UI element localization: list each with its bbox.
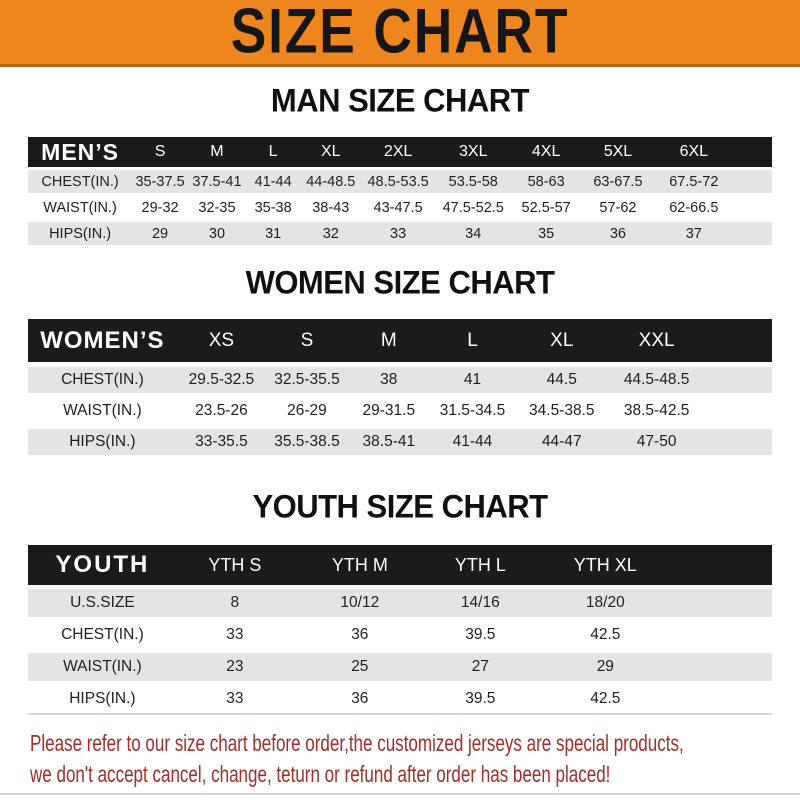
measurement-value: 30 <box>188 219 246 245</box>
size-column-header: S <box>132 137 188 167</box>
measurement-value: 38 <box>348 362 430 393</box>
measurement-row <box>28 617 772 649</box>
table-title-cell: MEN’S <box>28 137 132 167</box>
measurement-value: 35-37.5 <box>132 167 188 193</box>
measurement-value: 52.5-57 <box>512 193 581 219</box>
women-size-section <box>0 263 800 455</box>
size-header-row <box>28 137 772 167</box>
measurement-value: 34 <box>435 219 512 245</box>
measurement-value: 62-66.5 <box>655 193 732 219</box>
measurement-row <box>28 424 772 455</box>
measurement-value: 8 <box>177 585 293 617</box>
row-label: U.S.SIZE <box>28 585 177 617</box>
size-column-header: L <box>430 319 516 362</box>
size-column-header: YTH M <box>293 545 427 585</box>
measurement-row <box>28 219 772 245</box>
size-column-header: L <box>246 137 300 167</box>
row-label: HIPS(IN.) <box>28 219 132 245</box>
measurement-value: 39.5 <box>427 681 534 713</box>
size-column-header: 6XL <box>655 137 732 167</box>
measurement-value: 10/12 <box>293 585 427 617</box>
measurement-value: 38.5-42.5 <box>608 393 705 424</box>
spacer-cell <box>733 219 773 245</box>
spacer-cell <box>733 193 773 219</box>
spacer-cell <box>705 362 772 393</box>
measurement-value: 35-38 <box>246 193 300 219</box>
measurement-value: 47-50 <box>608 424 705 455</box>
measurement-value: 43-47.5 <box>361 193 435 219</box>
size-column-header: YTH S <box>177 545 293 585</box>
measurement-value: 31 <box>246 219 300 245</box>
women-size-table <box>28 319 772 455</box>
measurement-value: 36 <box>293 617 427 649</box>
measurement-value: 32-35 <box>188 193 246 219</box>
measurement-value: 42.5 <box>534 617 677 649</box>
measurement-value: 44-47 <box>515 424 608 455</box>
measurement-row <box>28 681 772 713</box>
spacer-cell <box>677 585 772 617</box>
size-column-header: S <box>266 319 348 362</box>
measurement-value: 53.5-58 <box>435 167 512 193</box>
measurement-value: 29 <box>534 649 677 681</box>
row-label: WAIST(IN.) <box>28 393 177 424</box>
measurement-row <box>28 362 772 393</box>
spacer-cell <box>677 545 772 585</box>
measurement-value: 37.5-41 <box>188 167 246 193</box>
measurement-value: 25 <box>293 649 427 681</box>
measurement-value: 41-44 <box>246 167 300 193</box>
spacer-cell <box>705 424 772 455</box>
measurement-value: 23.5-26 <box>177 393 266 424</box>
size-column-header: YTH L <box>427 545 534 585</box>
size-column-header: XL <box>300 137 361 167</box>
measurement-value: 31.5-34.5 <box>430 393 516 424</box>
row-label: HIPS(IN.) <box>28 681 177 713</box>
disclaimer <box>30 728 800 790</box>
bottom-divider <box>0 793 800 795</box>
size-column-header: 2XL <box>361 137 435 167</box>
measurement-value: 32 <box>300 219 361 245</box>
measurement-value: 29-31.5 <box>348 393 430 424</box>
measurement-value: 47.5-52.5 <box>435 193 512 219</box>
women-section-heading: WOMEN SIZE CHART <box>245 263 555 302</box>
size-header-row <box>28 319 772 362</box>
measurement-value: 44-48.5 <box>300 167 361 193</box>
row-label: CHEST(IN.) <box>28 362 177 393</box>
size-column-header: XS <box>177 319 266 362</box>
measurement-value: 41-44 <box>430 424 516 455</box>
measurement-value: 33 <box>177 617 293 649</box>
measurement-value: 29 <box>132 219 188 245</box>
measurement-value: 63-67.5 <box>581 167 655 193</box>
spacer-cell <box>705 393 772 424</box>
row-label: CHEST(IN.) <box>28 617 177 649</box>
row-label: WAIST(IN.) <box>28 649 177 681</box>
measurement-row <box>28 193 772 219</box>
table-title-cell: WOMEN’S <box>28 319 177 362</box>
measurement-value: 44.5-48.5 <box>608 362 705 393</box>
row-label: HIPS(IN.) <box>28 424 177 455</box>
measurement-value: 23 <box>177 649 293 681</box>
measurement-value: 18/20 <box>534 585 677 617</box>
measurement-value: 36 <box>293 681 427 713</box>
measurement-value: 38-43 <box>300 193 361 219</box>
youth-section-heading: YOUTH SIZE CHART <box>252 487 548 526</box>
measurement-value: 33-35.5 <box>177 424 266 455</box>
measurement-value: 39.5 <box>427 617 534 649</box>
measurement-value: 67.5-72 <box>655 167 732 193</box>
measurement-value: 33 <box>361 219 435 245</box>
size-column-header: 5XL <box>581 137 655 167</box>
spacer-cell <box>733 167 773 193</box>
spacer-cell <box>677 649 772 681</box>
disclaimer-line-2: we don't accept cancel, change, teturn or refund after order has been placed! <box>30 761 611 787</box>
measurement-value: 35 <box>512 219 581 245</box>
table-title-cell: YOUTH <box>28 545 177 585</box>
size-header-row <box>28 545 772 585</box>
measurement-value: 27 <box>427 649 534 681</box>
size-column-header: 4XL <box>512 137 581 167</box>
men-size-table <box>28 137 772 245</box>
man-size-section <box>0 81 800 245</box>
row-label: CHEST(IN.) <box>28 167 132 193</box>
size-column-header: M <box>348 319 430 362</box>
size-column-header: M <box>188 137 246 167</box>
youth-size-table <box>28 545 772 715</box>
banner-title: SIZE CHART <box>230 0 570 67</box>
spacer-cell <box>677 617 772 649</box>
measurement-value: 33 <box>177 681 293 713</box>
measurement-row <box>28 649 772 681</box>
measurement-value: 14/16 <box>427 585 534 617</box>
measurement-value: 41 <box>430 362 516 393</box>
measurement-value: 34.5-38.5 <box>515 393 608 424</box>
spacer-cell <box>733 137 773 167</box>
measurement-value: 57-62 <box>581 193 655 219</box>
measurement-value: 29-32 <box>132 193 188 219</box>
measurement-value: 35.5-38.5 <box>266 424 348 455</box>
measurement-value: 29.5-32.5 <box>177 362 266 393</box>
size-column-header: XXL <box>608 319 705 362</box>
measurement-value: 58-63 <box>512 167 581 193</box>
measurement-value: 32.5-35.5 <box>266 362 348 393</box>
size-column-header: 3XL <box>435 137 512 167</box>
size-chart-banner <box>0 0 800 67</box>
size-column-header: YTH XL <box>534 545 677 585</box>
measurement-value: 37 <box>655 219 732 245</box>
spacer-cell <box>677 681 772 713</box>
measurement-value: 36 <box>581 219 655 245</box>
measurement-row <box>28 167 772 193</box>
measurement-row <box>28 585 772 617</box>
disclaimer-line-1: Please refer to our size chart before order,the customized jerseys are special products, <box>30 730 684 756</box>
measurement-row <box>28 393 772 424</box>
row-label: WAIST(IN.) <box>28 193 132 219</box>
measurement-value: 44.5 <box>515 362 608 393</box>
youth-size-section <box>0 487 800 715</box>
spacer-cell <box>705 319 772 362</box>
measurement-value: 26-29 <box>266 393 348 424</box>
measurement-value: 42.5 <box>534 681 677 713</box>
measurement-value: 48.5-53.5 <box>361 167 435 193</box>
size-column-header: XL <box>515 319 608 362</box>
measurement-value: 38.5-41 <box>348 424 430 455</box>
man-section-heading: MAN SIZE CHART <box>270 81 530 120</box>
